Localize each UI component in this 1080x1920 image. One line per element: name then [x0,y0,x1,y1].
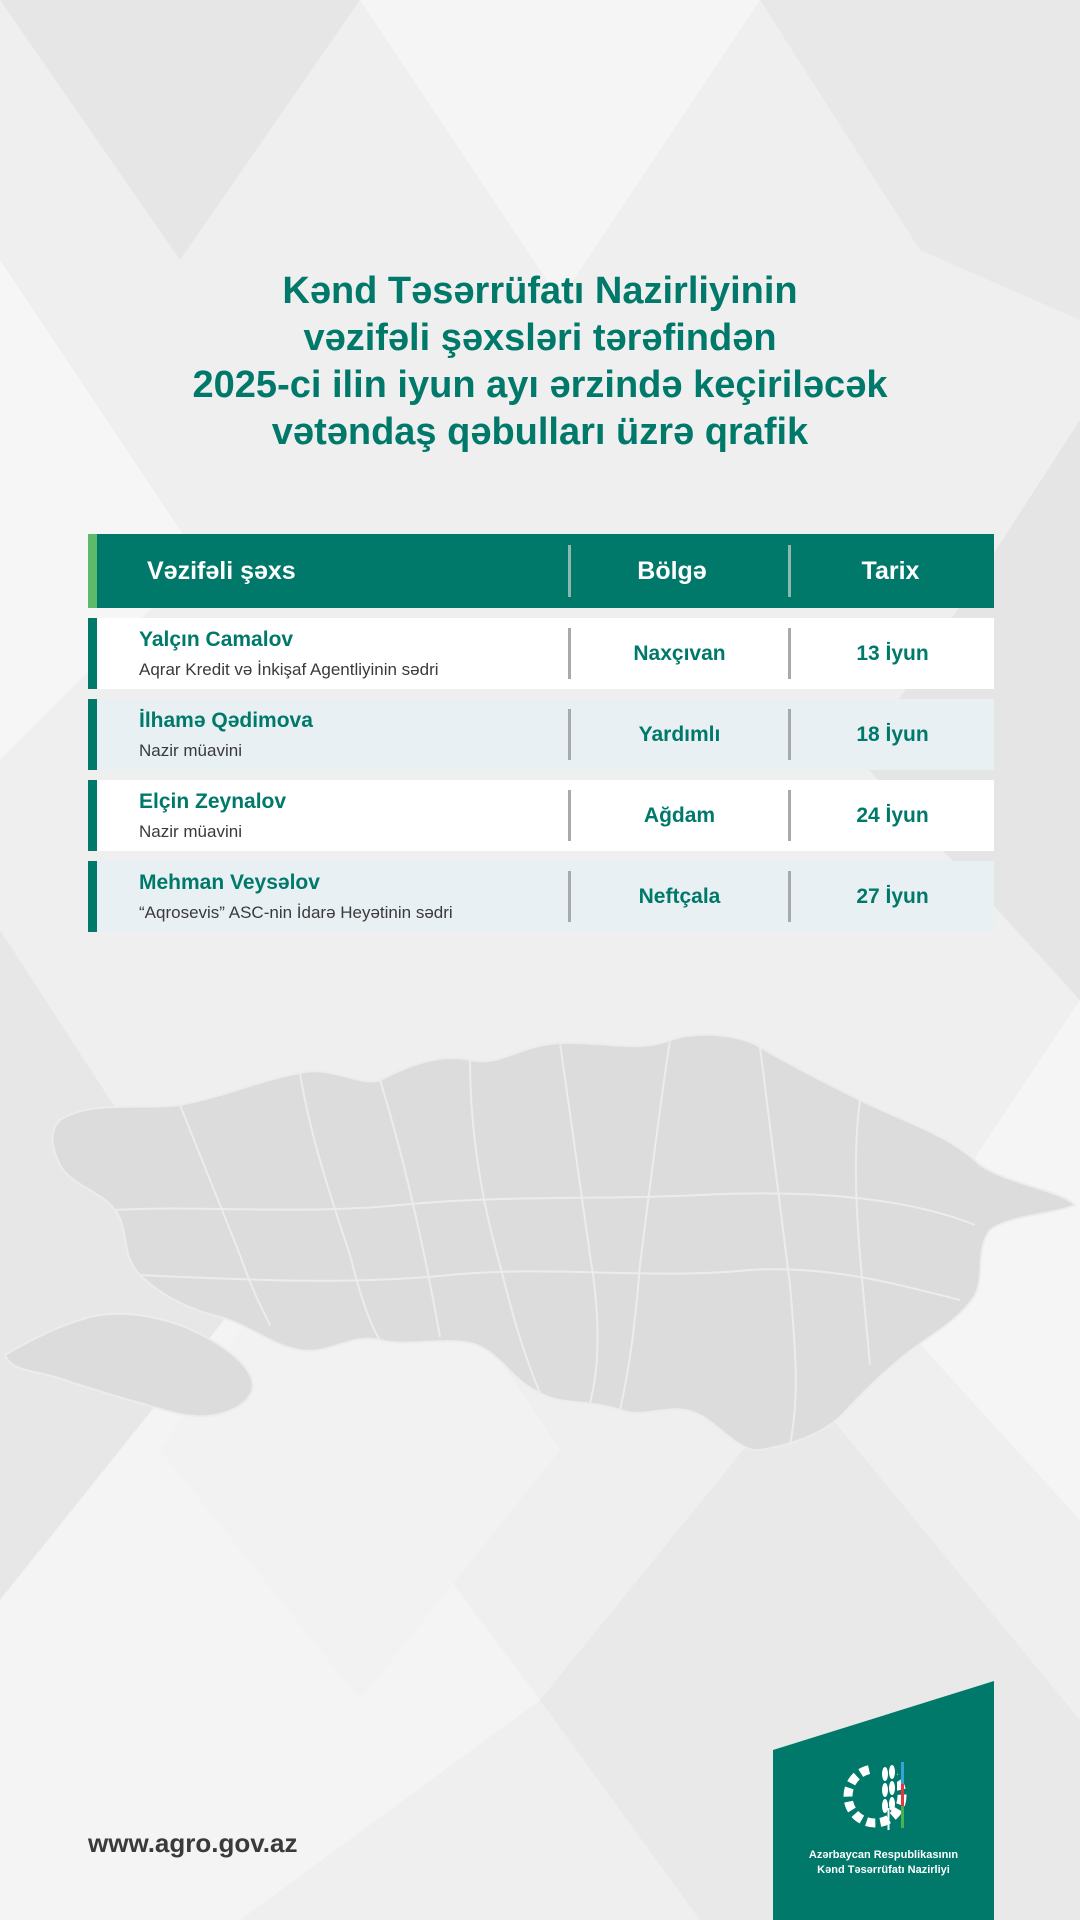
logo-caption-line-1: Azərbaycan Respublikasının [808,1849,959,1861]
website-link[interactable]: www.agro.gov.az [88,1828,298,1858]
logo-caption-line-2: Kənd Təsərrüfatı Nazirliyi [817,1864,950,1876]
table-row [88,618,994,689]
date-cell: 13 İyun [856,642,929,665]
table-row [88,861,994,932]
table-header [88,534,994,608]
schedule-table [88,534,994,932]
date-cell: 27 İyun [856,885,929,908]
person-name: İlhamə Qədimova [139,709,313,732]
header-region: Bölgə [637,557,707,585]
region-cell: Ağdam [643,804,716,827]
date-cell: 18 İyun [856,723,929,746]
title-line-3: 2025-ci ilin iyun ayı ərzində keçiriləcək [192,364,888,406]
person-name: Yalçın Camalov [139,628,294,651]
title-line-4: vətəndaş qəbulları üzrə qrafik [271,411,809,453]
person-name: Mehman Veysəlov [139,871,320,894]
date-cell: 24 İyun [856,804,929,827]
title-line-2: vəzifəli şəxsləri tərəfindən [303,317,777,359]
person-role: Nazir müavini [139,822,242,841]
logo-panel [773,1681,994,1920]
person-name: Elçin Zeynalov [139,790,287,813]
logo-caption [773,1848,994,1878]
person-role: “Aqrosevis” ASC-nin İdarə Heyətinin sədri [139,903,453,922]
table-row [88,780,994,851]
header-person: Vəzifəli şəxs [147,557,296,585]
table-row [88,699,994,770]
region-cell: Yardımlı [638,723,721,746]
azerbaijan-map [0,1025,1080,1455]
page-title [90,268,990,456]
region-cell: Naxçıvan [633,642,726,665]
person-role: Aqrar Kredit və İnkişaf Agentliyinin sədri [139,660,439,679]
person-role: Nazir müavini [139,741,242,760]
title-line-1: Kənd Təsərrüfatı Nazirliyinin [282,270,798,312]
region-cell: Neftçala [638,885,721,908]
header-date: Tarix [861,557,920,585]
